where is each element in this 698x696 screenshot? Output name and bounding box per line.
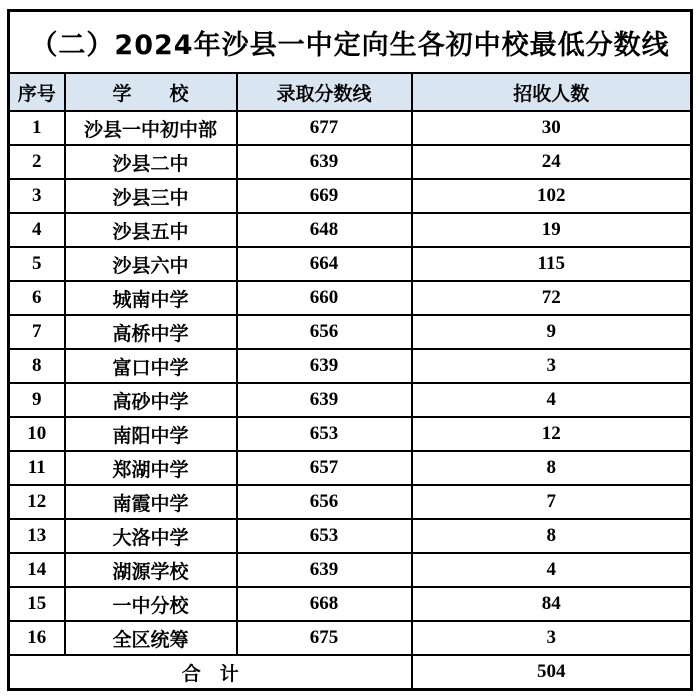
index-cell: 3 <box>9 179 65 213</box>
count-cell: 3 <box>412 621 692 655</box>
school-cell: 南阳中学 <box>65 417 237 451</box>
column-header-score: 录取分数线 <box>237 73 412 111</box>
table-row <box>9 587 692 621</box>
table-row <box>9 145 692 179</box>
count-cell: 24 <box>412 145 692 179</box>
school-cell: 沙县二中 <box>65 145 237 179</box>
index-cell: 16 <box>9 621 65 655</box>
score-cell: 653 <box>237 417 412 451</box>
score-cell: 639 <box>237 145 412 179</box>
school-cell: 一中分校 <box>65 587 237 621</box>
index-cell: 9 <box>9 383 65 417</box>
index-cell: 13 <box>9 519 65 553</box>
count-cell: 9 <box>412 315 692 349</box>
index-cell: 6 <box>9 281 65 315</box>
score-table <box>7 9 693 691</box>
index-cell: 8 <box>9 349 65 383</box>
table-row <box>9 349 692 383</box>
school-cell: 沙县一中初中部 <box>65 111 237 145</box>
total-value: 504 <box>412 655 692 690</box>
count-cell: 84 <box>412 587 692 621</box>
score-cell: 639 <box>237 349 412 383</box>
index-cell: 2 <box>9 145 65 179</box>
count-cell: 8 <box>412 519 692 553</box>
index-cell: 4 <box>9 213 65 247</box>
title-row <box>9 11 692 74</box>
school-cell: 沙县三中 <box>65 179 237 213</box>
index-cell: 10 <box>9 417 65 451</box>
column-header-count: 招收人数 <box>412 73 692 111</box>
table-body <box>9 111 692 655</box>
table-row <box>9 315 692 349</box>
table-row <box>9 451 692 485</box>
count-cell: 30 <box>412 111 692 145</box>
index-cell: 1 <box>9 111 65 145</box>
table-row <box>9 621 692 655</box>
count-cell: 72 <box>412 281 692 315</box>
index-cell: 5 <box>9 247 65 281</box>
total-row <box>9 655 692 690</box>
score-cell: 656 <box>237 485 412 519</box>
score-cell: 648 <box>237 213 412 247</box>
score-cell: 669 <box>237 179 412 213</box>
school-cell: 大洛中学 <box>65 519 237 553</box>
school-cell: 郑湖中学 <box>65 451 237 485</box>
school-cell: 高砂中学 <box>65 383 237 417</box>
page-title: （二）2024年沙县一中定向生各初中校最低分数线 <box>9 11 692 74</box>
count-cell: 7 <box>412 485 692 519</box>
score-cell: 639 <box>237 553 412 587</box>
school-cell: 湖源学校 <box>65 553 237 587</box>
table-row <box>9 179 692 213</box>
table-row <box>9 417 692 451</box>
score-cell: 656 <box>237 315 412 349</box>
school-cell: 高桥中学 <box>65 315 237 349</box>
count-cell: 3 <box>412 349 692 383</box>
score-cell: 668 <box>237 587 412 621</box>
index-cell: 12 <box>9 485 65 519</box>
school-cell: 沙县六中 <box>65 247 237 281</box>
count-cell: 4 <box>412 383 692 417</box>
school-cell: 城南中学 <box>65 281 237 315</box>
table-row <box>9 383 692 417</box>
score-cell: 660 <box>237 281 412 315</box>
table-row <box>9 553 692 587</box>
table-row <box>9 111 692 145</box>
count-cell: 19 <box>412 213 692 247</box>
score-cell: 664 <box>237 247 412 281</box>
count-cell: 115 <box>412 247 692 281</box>
score-cell: 657 <box>237 451 412 485</box>
table-row <box>9 247 692 281</box>
score-cell: 675 <box>237 621 412 655</box>
score-cell: 653 <box>237 519 412 553</box>
count-cell: 8 <box>412 451 692 485</box>
index-cell: 15 <box>9 587 65 621</box>
count-cell: 102 <box>412 179 692 213</box>
school-cell: 富口中学 <box>65 349 237 383</box>
school-cell: 南霞中学 <box>65 485 237 519</box>
table-row <box>9 281 692 315</box>
total-label: 合 计 <box>9 655 412 690</box>
score-cell: 677 <box>237 111 412 145</box>
table-row <box>9 485 692 519</box>
index-cell: 7 <box>9 315 65 349</box>
index-cell: 11 <box>9 451 65 485</box>
index-cell: 14 <box>9 553 65 587</box>
school-cell: 沙县五中 <box>65 213 237 247</box>
column-header-index: 序号 <box>9 73 65 111</box>
score-cell: 639 <box>237 383 412 417</box>
table-row <box>9 519 692 553</box>
header-row <box>9 73 692 111</box>
count-cell: 4 <box>412 553 692 587</box>
count-cell: 12 <box>412 417 692 451</box>
table-row <box>9 213 692 247</box>
column-header-school: 学 校 <box>65 73 237 111</box>
school-cell: 全区统筹 <box>65 621 237 655</box>
